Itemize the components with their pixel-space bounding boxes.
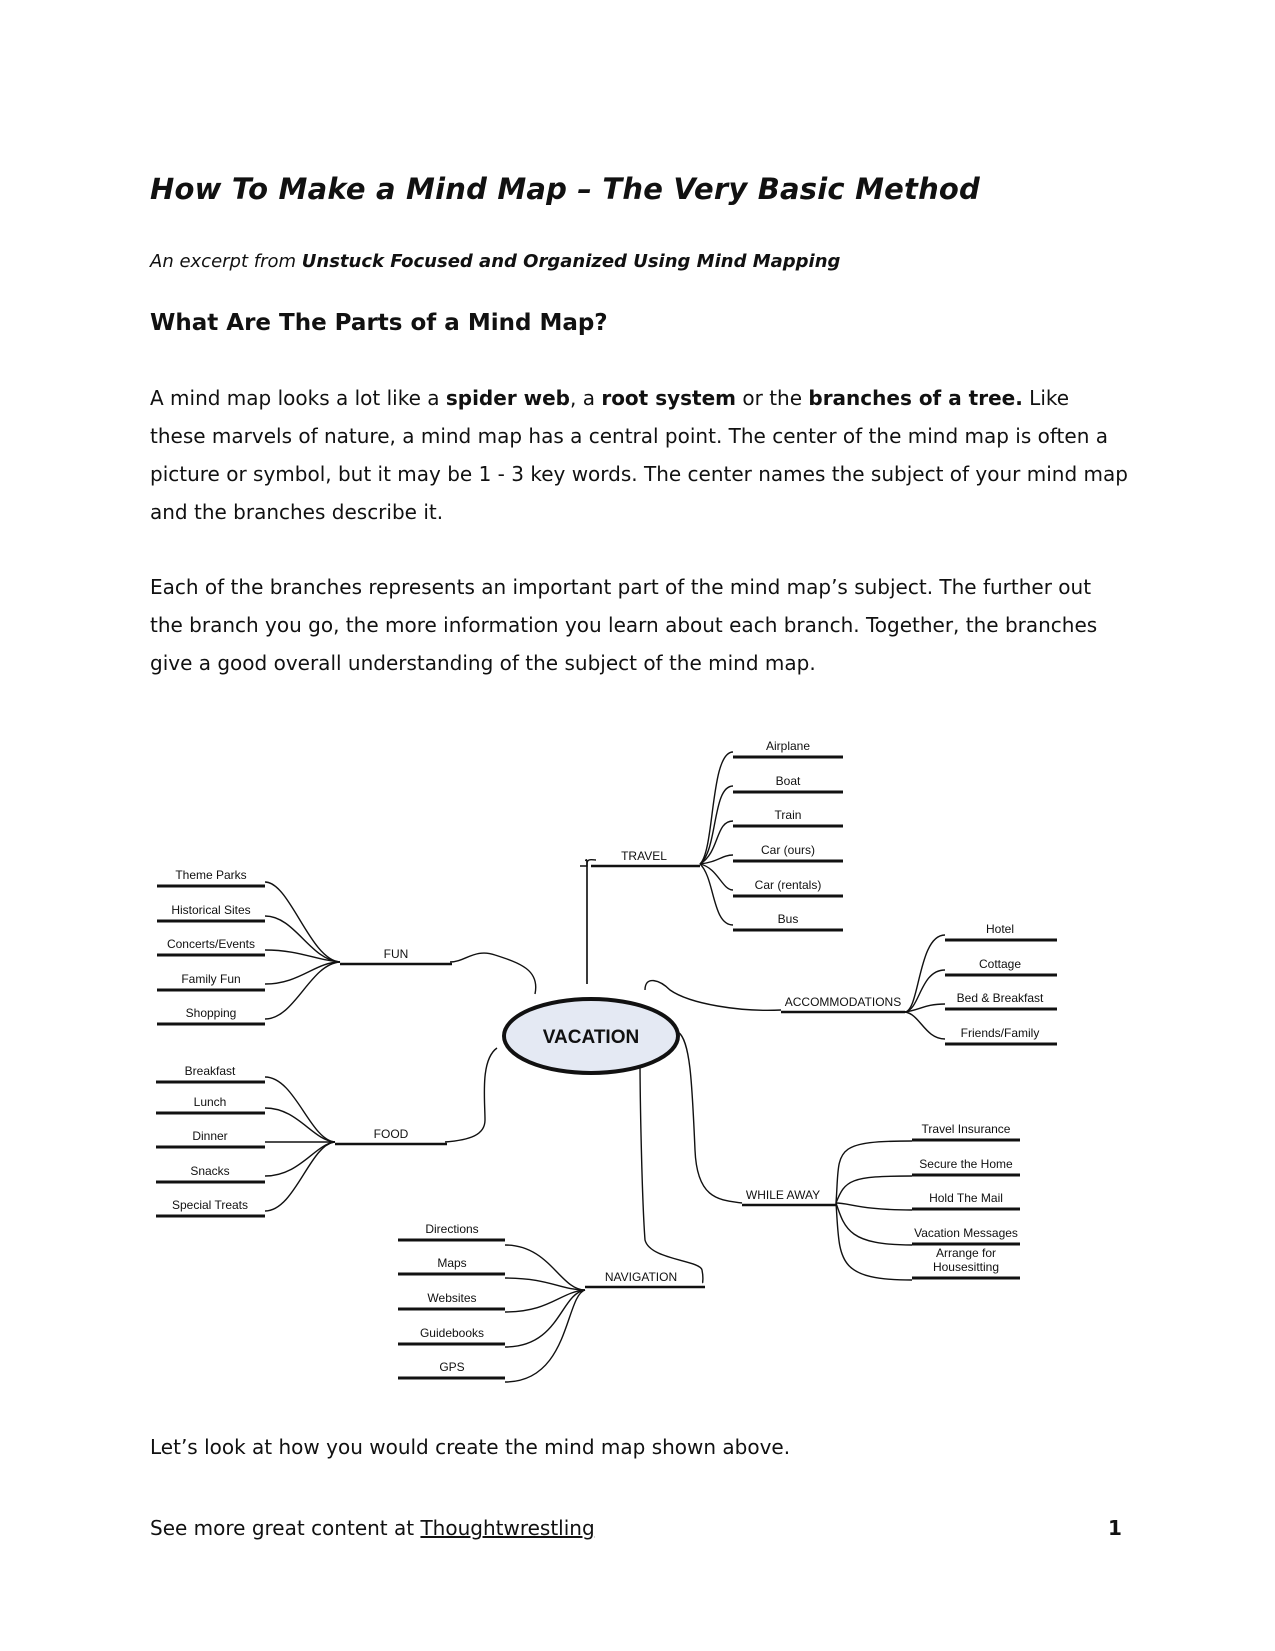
book-title: Unstuck Focused and Organized Using Mind Mapping xyxy=(301,251,841,272)
leaf-dinner: Dinner xyxy=(192,1129,228,1143)
leaf-breakfast: Breakfast xyxy=(184,1064,236,1078)
leaf-shopping: Shopping xyxy=(185,1006,237,1020)
footer-link[interactable]: Thoughtwrestling xyxy=(420,1516,595,1540)
leaf-hotel: Hotel xyxy=(985,922,1015,936)
leaf-friends-family: Friends/Family xyxy=(960,1026,1040,1040)
leaf-historical-sites: Historical Sites xyxy=(171,903,251,917)
leaf-travel-insurance: Travel Insurance xyxy=(921,1122,1011,1136)
leaf-snacks: Snacks xyxy=(190,1164,230,1178)
paragraph-closing: Let’s look at how you would create the mind map shown above. xyxy=(150,1435,791,1459)
branch-label-accommodations: ACCOMMODATIONS xyxy=(784,995,902,1009)
leaf-maps: Maps xyxy=(437,1256,467,1270)
footer xyxy=(150,1516,595,1540)
page-number: 1 xyxy=(1108,1516,1122,1540)
leaf-websites: Websites xyxy=(427,1291,477,1305)
leaf-bus: Bus xyxy=(777,912,799,926)
leaf-arrange-for: Arrange for xyxy=(935,1246,997,1260)
section-heading: What Are The Parts of a Mind Map? xyxy=(150,310,608,336)
leaf-airplane: Airplane xyxy=(765,739,811,753)
paragraph-branches: Each of the branches represents an important part of the mind map’s subject. The further out the branch you go, the more information you learn about each branch. Together, the branches give a good overall understanding of the subject of the mind map. xyxy=(150,575,1098,675)
para1-text-1: A mind map looks a lot like a xyxy=(150,386,446,410)
leaf-bed-breakfast: Bed & Breakfast xyxy=(956,991,1044,1005)
leaf-gps: GPS xyxy=(439,1360,465,1374)
para1-bold-spider-web: spider web xyxy=(445,386,570,410)
leaf-special-treats: Special Treats xyxy=(171,1198,249,1212)
leaf-secure-home: Secure the Home xyxy=(919,1157,1013,1171)
para1-text-3: or the xyxy=(736,386,809,410)
leaf-train: Train xyxy=(774,808,802,822)
leaf-hold-mail: Hold The Mail xyxy=(929,1191,1003,1205)
leaf-boat: Boat xyxy=(775,774,801,788)
leaf-lunch: Lunch xyxy=(193,1095,227,1109)
para1-text-2: , a xyxy=(570,386,602,410)
branch-label-food: FOOD xyxy=(373,1127,409,1141)
leaf-car-rentals: Car (rentals) xyxy=(754,878,822,892)
leaf-vacation-messages: Vacation Messages xyxy=(914,1226,1018,1240)
leaf-theme-parks: Theme Parks xyxy=(175,868,247,882)
footer-prefix: See more great content at xyxy=(150,1516,421,1540)
leaf-car-ours: Car (ours) xyxy=(760,843,816,857)
leaf-guidebooks: Guidebooks xyxy=(419,1326,485,1340)
para1-bold-root-system: root system xyxy=(601,386,737,410)
leaf-housesitting: Housesitting xyxy=(932,1260,1000,1274)
center-label: VACATION xyxy=(542,1027,640,1048)
leaf-directions: Directions xyxy=(425,1222,479,1236)
para1-bold-branches: branches of a tree. xyxy=(808,386,1023,410)
branch-label-travel: TRAVEL xyxy=(621,849,667,863)
branch-label-fun: FUN xyxy=(383,947,409,961)
leaf-cottage: Cottage xyxy=(978,957,1022,971)
excerpt-prefix: An excerpt from xyxy=(150,251,302,272)
leaf-family-fun: Family Fun xyxy=(181,972,241,986)
branch-label-while-away: WHILE AWAY xyxy=(745,1188,821,1202)
branch-label-navigation: NAVIGATION xyxy=(604,1270,678,1284)
para1-text-4: Like these marvels of nature, a mind map has a central point. The center of the mind map is often a picture or symbol, but it may be 1 - 3 key words. The center names the subject of your mind map and the branches describe it. xyxy=(150,386,1128,524)
leaf-concerts-events: Concerts/Events xyxy=(166,937,256,951)
page-title: How To Make a Mind Map – The Very Basic Method xyxy=(150,172,981,206)
